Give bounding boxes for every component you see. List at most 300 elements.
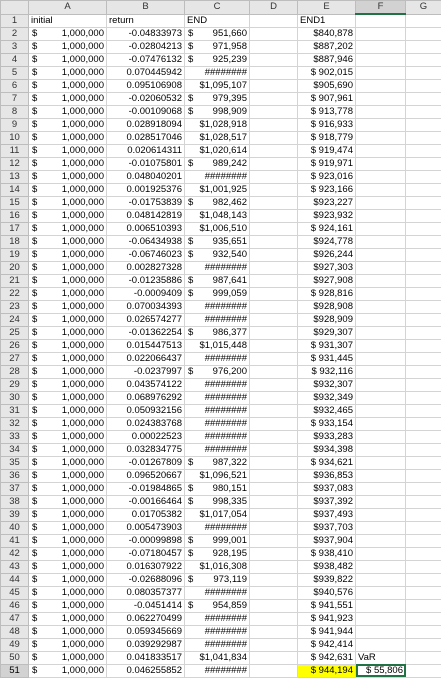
cell-d[interactable] xyxy=(250,222,298,235)
cell-c-end[interactable] xyxy=(185,118,250,131)
cell-g[interactable] xyxy=(406,638,441,651)
row-header[interactable]: 18 xyxy=(1,235,29,248)
cell-g[interactable] xyxy=(406,92,441,105)
cell-c-end[interactable] xyxy=(185,196,250,209)
cell-a-initial[interactable] xyxy=(29,170,107,183)
cell-c-end[interactable] xyxy=(185,495,250,508)
cell-d[interactable] xyxy=(250,482,298,495)
cell-f[interactable] xyxy=(356,599,406,612)
cell-d[interactable] xyxy=(250,612,298,625)
cell-b-return[interactable]: -0.0451414 xyxy=(107,599,185,612)
cell-e-end1[interactable]: $ 932,116 xyxy=(298,365,356,378)
cell-c-end[interactable] xyxy=(185,521,250,534)
cell-f[interactable] xyxy=(356,534,406,547)
cell-e-end1[interactable]: $840,878 xyxy=(298,27,356,40)
cell-f[interactable] xyxy=(356,274,406,287)
cell-g[interactable] xyxy=(406,300,441,313)
cell-a-initial[interactable] xyxy=(29,586,107,599)
row-header[interactable]: 14 xyxy=(1,183,29,196)
row-header[interactable]: 35 xyxy=(1,456,29,469)
cell-b-return[interactable]: -0.00099898 xyxy=(107,534,185,547)
cell-e-end1[interactable]: $ 923,016 xyxy=(298,170,356,183)
cell-f[interactable] xyxy=(356,430,406,443)
cell-d[interactable] xyxy=(250,586,298,599)
cell-f[interactable] xyxy=(356,300,406,313)
cell-e1-end1-header[interactable]: END1 xyxy=(298,14,356,27)
row-header[interactable]: 6 xyxy=(1,79,29,92)
cell-g[interactable] xyxy=(406,79,441,92)
cell-a-initial[interactable] xyxy=(29,456,107,469)
cell-e-end1[interactable]: $ 928,816 xyxy=(298,287,356,300)
row-header[interactable]: 23 xyxy=(1,300,29,313)
cell-d[interactable] xyxy=(250,118,298,131)
cell-a-initial[interactable] xyxy=(29,222,107,235)
cell-e-end1[interactable]: $926,244 xyxy=(298,248,356,261)
row-header[interactable]: 27 xyxy=(1,352,29,365)
cell-c-end[interactable] xyxy=(185,391,250,404)
cell-b-return[interactable]: 0.01705382 xyxy=(107,508,185,521)
cell-g[interactable] xyxy=(406,651,441,664)
cell-g[interactable] xyxy=(406,313,441,326)
row-header[interactable]: 29 xyxy=(1,378,29,391)
cell-d[interactable] xyxy=(250,508,298,521)
cell-b-return[interactable]: -0.0009409 xyxy=(107,287,185,300)
cell-e-end1[interactable]: $937,703 xyxy=(298,521,356,534)
column-header-c[interactable]: C xyxy=(185,1,250,15)
cell-a-initial[interactable] xyxy=(29,612,107,625)
cell-b-return[interactable]: -0.00109068 xyxy=(107,105,185,118)
cell-d[interactable] xyxy=(250,352,298,365)
cell-b-return[interactable]: 0.048142819 xyxy=(107,209,185,222)
row-header[interactable]: 34 xyxy=(1,443,29,456)
cell-d[interactable] xyxy=(250,430,298,443)
cell-b-return[interactable]: -0.06746023 xyxy=(107,248,185,261)
cell-g[interactable] xyxy=(406,456,441,469)
cell-e-end1[interactable]: $ 923,166 xyxy=(298,183,356,196)
cell-a-initial[interactable] xyxy=(29,378,107,391)
cell-e-end1[interactable]: $927,303 xyxy=(298,261,356,274)
cell-c-end[interactable] xyxy=(185,612,250,625)
cell-e-end1[interactable]: $928,908 xyxy=(298,300,356,313)
cell-e-end1[interactable]: $937,493 xyxy=(298,508,356,521)
cell-g[interactable] xyxy=(406,352,441,365)
cell-a-initial[interactable] xyxy=(29,274,107,287)
cell-e-end1[interactable]: $ 907,961 xyxy=(298,92,356,105)
cell-f[interactable] xyxy=(356,105,406,118)
cell-c-end[interactable] xyxy=(185,534,250,547)
cell-g[interactable] xyxy=(406,664,441,677)
cell-e-end1[interactable]: $923,227 xyxy=(298,196,356,209)
cell-f[interactable] xyxy=(356,79,406,92)
row-header[interactable]: 15 xyxy=(1,196,29,209)
cell-g[interactable] xyxy=(406,287,441,300)
cell-d[interactable] xyxy=(250,456,298,469)
cell-f[interactable] xyxy=(356,469,406,482)
cell-a-initial[interactable] xyxy=(29,79,107,92)
cell-d[interactable] xyxy=(250,261,298,274)
cell-d[interactable] xyxy=(250,547,298,560)
cell-c-end[interactable] xyxy=(185,430,250,443)
cell-c-end[interactable] xyxy=(185,300,250,313)
cell-a-initial[interactable] xyxy=(29,365,107,378)
cell-b-return[interactable]: -0.04833973 xyxy=(107,27,185,40)
cell-a-initial[interactable] xyxy=(29,573,107,586)
cell-e-end1[interactable]: $938,482 xyxy=(298,560,356,573)
cell-c-end[interactable] xyxy=(185,573,250,586)
cell-b-return[interactable]: 0.002827328 xyxy=(107,261,185,274)
row-header[interactable]: 49 xyxy=(1,638,29,651)
cell-f[interactable] xyxy=(356,261,406,274)
row-header[interactable]: 13 xyxy=(1,170,29,183)
row-header[interactable]: 31 xyxy=(1,404,29,417)
cell-g[interactable] xyxy=(406,170,441,183)
cell-d[interactable] xyxy=(250,131,298,144)
cell-c-end[interactable] xyxy=(185,170,250,183)
cell-d[interactable] xyxy=(250,209,298,222)
cell-b-return[interactable]: 0.096520667 xyxy=(107,469,185,482)
cell-c-end[interactable] xyxy=(185,482,250,495)
cell-b-return[interactable]: -0.01235886 xyxy=(107,274,185,287)
cell-g[interactable] xyxy=(406,469,441,482)
cell-f[interactable] xyxy=(356,456,406,469)
row-header[interactable]: 7 xyxy=(1,92,29,105)
cell-g[interactable] xyxy=(406,339,441,352)
cell-d[interactable] xyxy=(250,560,298,573)
cell-g[interactable] xyxy=(406,196,441,209)
cell-a-initial[interactable] xyxy=(29,196,107,209)
row-header[interactable]: 30 xyxy=(1,391,29,404)
cell-e-end1[interactable]: $ 934,621 xyxy=(298,456,356,469)
cell-c-end[interactable] xyxy=(185,339,250,352)
cell-b1-return-header[interactable]: return xyxy=(107,14,185,27)
column-header-b[interactable]: B xyxy=(107,1,185,15)
cell-e-end1[interactable]: $ 941,944 xyxy=(298,625,356,638)
cell-b-return[interactable]: 0.00022523 xyxy=(107,430,185,443)
cell-d1[interactable] xyxy=(250,14,298,27)
cell-e-end1[interactable]: $932,465 xyxy=(298,404,356,417)
row-header[interactable]: 2 xyxy=(1,27,29,40)
cell-f[interactable] xyxy=(356,638,406,651)
cell-c-end[interactable] xyxy=(185,469,250,482)
cell-a-initial[interactable] xyxy=(29,235,107,248)
row-header[interactable]: 51 xyxy=(1,664,29,677)
cell-b-return[interactable]: 0.043574122 xyxy=(107,378,185,391)
cell-d[interactable] xyxy=(250,469,298,482)
cell-c1-end-header[interactable]: END xyxy=(185,14,250,27)
cell-d[interactable] xyxy=(250,248,298,261)
cell-d[interactable] xyxy=(250,495,298,508)
row-header[interactable]: 25 xyxy=(1,326,29,339)
row-header[interactable]: 33 xyxy=(1,430,29,443)
cell-c-end[interactable] xyxy=(185,352,250,365)
cell-g1[interactable] xyxy=(406,14,441,27)
cell-f[interactable] xyxy=(356,118,406,131)
cell-d[interactable] xyxy=(250,144,298,157)
cell-c-end[interactable] xyxy=(185,638,250,651)
cell-g[interactable] xyxy=(406,183,441,196)
cell-g[interactable] xyxy=(406,365,441,378)
cell-e-end1[interactable]: $ 938,410 xyxy=(298,547,356,560)
cell-d[interactable] xyxy=(250,521,298,534)
row-header[interactable]: 10 xyxy=(1,131,29,144)
cell-f[interactable] xyxy=(356,157,406,170)
cell-g[interactable] xyxy=(406,560,441,573)
cell-e-end1[interactable]: $927,908 xyxy=(298,274,356,287)
cell-c-end[interactable] xyxy=(185,599,250,612)
cell-d[interactable] xyxy=(250,599,298,612)
cell-f[interactable] xyxy=(356,53,406,66)
cell-b-return[interactable]: -0.01984865 xyxy=(107,482,185,495)
cell-a-initial[interactable] xyxy=(29,547,107,560)
row-header[interactable]: 21 xyxy=(1,274,29,287)
column-header-d[interactable]: D xyxy=(250,1,298,15)
cell-d[interactable] xyxy=(250,651,298,664)
cell-a-initial[interactable] xyxy=(29,482,107,495)
cell-g[interactable] xyxy=(406,599,441,612)
cell-a-initial[interactable] xyxy=(29,651,107,664)
row-header[interactable]: 3 xyxy=(1,40,29,53)
cell-f[interactable] xyxy=(356,248,406,261)
cell-b-return[interactable]: 0.062270499 xyxy=(107,612,185,625)
cell-e-end1[interactable]: $939,822 xyxy=(298,573,356,586)
cell-b-return[interactable]: 0.005473903 xyxy=(107,521,185,534)
cell-e-end1[interactable]: $932,349 xyxy=(298,391,356,404)
cell-c-end[interactable] xyxy=(185,27,250,40)
cell-a-initial[interactable] xyxy=(29,521,107,534)
cell-c-end[interactable] xyxy=(185,209,250,222)
cell-f[interactable] xyxy=(356,66,406,79)
cell-d[interactable] xyxy=(250,105,298,118)
cell-a-initial[interactable] xyxy=(29,534,107,547)
cell-c-end[interactable] xyxy=(185,248,250,261)
cell-a-initial[interactable] xyxy=(29,430,107,443)
cell-f[interactable] xyxy=(356,443,406,456)
cell-f[interactable] xyxy=(356,209,406,222)
cell-g[interactable] xyxy=(406,261,441,274)
cell-f[interactable] xyxy=(356,378,406,391)
cell-f[interactable] xyxy=(356,612,406,625)
cell-d[interactable] xyxy=(250,40,298,53)
row-header[interactable]: 16 xyxy=(1,209,29,222)
row-header[interactable]: 45 xyxy=(1,586,29,599)
cell-b-return[interactable]: -0.07180457 xyxy=(107,547,185,560)
cell-e-end1[interactable]: $887,202 xyxy=(298,40,356,53)
cell-d[interactable] xyxy=(250,339,298,352)
cell-d[interactable] xyxy=(250,638,298,651)
cell-d[interactable] xyxy=(250,404,298,417)
cell-g[interactable] xyxy=(406,547,441,560)
cell-g[interactable] xyxy=(406,378,441,391)
row-header[interactable]: 43 xyxy=(1,560,29,573)
cell-c-end[interactable] xyxy=(185,443,250,456)
cell-d[interactable] xyxy=(250,196,298,209)
cell-a-initial[interactable] xyxy=(29,53,107,66)
cell-g[interactable] xyxy=(406,66,441,79)
cell-c-end[interactable] xyxy=(185,274,250,287)
cell-e-end1[interactable]: $ 942,414 xyxy=(298,638,356,651)
cell-f[interactable] xyxy=(356,625,406,638)
cell-g[interactable] xyxy=(406,40,441,53)
cell-g[interactable] xyxy=(406,573,441,586)
cell-e-end1[interactable]: $940,576 xyxy=(298,586,356,599)
cell-c-end[interactable] xyxy=(185,131,250,144)
cell-d[interactable] xyxy=(250,443,298,456)
cell-f[interactable] xyxy=(356,573,406,586)
cell-g[interactable] xyxy=(406,27,441,40)
cell-e-end1[interactable]: $937,904 xyxy=(298,534,356,547)
cell-e-end1[interactable]: $ 933,154 xyxy=(298,417,356,430)
cell-b-return[interactable]: 0.032834775 xyxy=(107,443,185,456)
cell-f[interactable] xyxy=(356,560,406,573)
row-header[interactable]: 11 xyxy=(1,144,29,157)
cell-f[interactable] xyxy=(356,92,406,105)
cell-d[interactable] xyxy=(250,365,298,378)
cell-g[interactable] xyxy=(406,248,441,261)
cell-b-return[interactable]: -0.01267809 xyxy=(107,456,185,469)
cell-c-end[interactable] xyxy=(185,235,250,248)
cell-f[interactable] xyxy=(356,326,406,339)
cell-g[interactable] xyxy=(406,326,441,339)
cell-g[interactable] xyxy=(406,404,441,417)
cell-b-return[interactable]: 0.070034393 xyxy=(107,300,185,313)
cell-b-return[interactable]: 0.068976292 xyxy=(107,391,185,404)
cell-d[interactable] xyxy=(250,157,298,170)
cell-e-end1[interactable]: $ 924,161 xyxy=(298,222,356,235)
cell-a-initial[interactable] xyxy=(29,300,107,313)
row-header[interactable]: 26 xyxy=(1,339,29,352)
cell-b-return[interactable]: -0.01753839 xyxy=(107,196,185,209)
cell-c-end[interactable] xyxy=(185,79,250,92)
cell-f[interactable] xyxy=(356,313,406,326)
cell-a-initial[interactable] xyxy=(29,287,107,300)
cell-a-initial[interactable] xyxy=(29,66,107,79)
cell-e-end1[interactable]: $ 941,551 xyxy=(298,599,356,612)
cell-a-initial[interactable] xyxy=(29,443,107,456)
row-header[interactable]: 5 xyxy=(1,66,29,79)
cell-e-end1[interactable]: $ 916,933 xyxy=(298,118,356,131)
cell-g[interactable] xyxy=(406,157,441,170)
cell-d[interactable] xyxy=(250,66,298,79)
cell-e-end1[interactable]: $937,392 xyxy=(298,495,356,508)
cell-d[interactable] xyxy=(250,79,298,92)
column-header-f[interactable]: F xyxy=(356,1,406,15)
cell-b-return[interactable]: 0.016307922 xyxy=(107,560,185,573)
row-header[interactable]: 20 xyxy=(1,261,29,274)
cell-b-return[interactable]: 0.022066437 xyxy=(107,352,185,365)
cell-d[interactable] xyxy=(250,300,298,313)
cell-c-end[interactable] xyxy=(185,326,250,339)
cell-f[interactable] xyxy=(356,586,406,599)
cell-g[interactable] xyxy=(406,209,441,222)
cell-f[interactable] xyxy=(356,404,406,417)
row-header[interactable]: 19 xyxy=(1,248,29,261)
cell-a-initial[interactable] xyxy=(29,391,107,404)
cell-g[interactable] xyxy=(406,625,441,638)
row-header[interactable]: 8 xyxy=(1,105,29,118)
cell-a-initial[interactable] xyxy=(29,209,107,222)
cell-d[interactable] xyxy=(250,378,298,391)
row-header[interactable]: 48 xyxy=(1,625,29,638)
cell-b-return[interactable]: 0.080357377 xyxy=(107,586,185,599)
cell-b-return[interactable]: 0.001925376 xyxy=(107,183,185,196)
cell-c-end[interactable] xyxy=(185,404,250,417)
cell-d[interactable] xyxy=(250,27,298,40)
row-header[interactable]: 4 xyxy=(1,53,29,66)
row-header[interactable]: 38 xyxy=(1,495,29,508)
cell-a-initial[interactable] xyxy=(29,248,107,261)
cell-g[interactable] xyxy=(406,144,441,157)
row-header[interactable]: 17 xyxy=(1,222,29,235)
cell-c-end[interactable] xyxy=(185,625,250,638)
cell-f[interactable] xyxy=(356,339,406,352)
row-header[interactable]: 44 xyxy=(1,573,29,586)
cell-e-end1[interactable]: $ 931,445 xyxy=(298,352,356,365)
row-header[interactable]: 41 xyxy=(1,534,29,547)
cell-b-return[interactable]: 0.041833517 xyxy=(107,651,185,664)
cell-e-end1[interactable]: $ 931,307 xyxy=(298,339,356,352)
cell-g[interactable] xyxy=(406,235,441,248)
cell-e-end1[interactable]: $923,932 xyxy=(298,209,356,222)
cell-a-initial[interactable] xyxy=(29,92,107,105)
row-header[interactable]: 37 xyxy=(1,482,29,495)
cell-c-end[interactable] xyxy=(185,313,250,326)
cell-a-initial[interactable] xyxy=(29,469,107,482)
cell-a-initial[interactable] xyxy=(29,105,107,118)
cell-a-initial[interactable] xyxy=(29,144,107,157)
row-header[interactable]: 24 xyxy=(1,313,29,326)
cell-c-end[interactable] xyxy=(185,365,250,378)
row-header[interactable]: 12 xyxy=(1,157,29,170)
cell-a-initial[interactable] xyxy=(29,508,107,521)
cell-b-return[interactable]: 0.095106908 xyxy=(107,79,185,92)
row-header[interactable]: 36 xyxy=(1,469,29,482)
cell-f[interactable] xyxy=(356,222,406,235)
cell-g[interactable] xyxy=(406,131,441,144)
cell-g[interactable] xyxy=(406,391,441,404)
cell-b-return[interactable]: -0.02688096 xyxy=(107,573,185,586)
cell-b-return[interactable]: -0.01075801 xyxy=(107,157,185,170)
cell-c-end[interactable] xyxy=(185,66,250,79)
cell-g[interactable] xyxy=(406,612,441,625)
cell-g[interactable] xyxy=(406,482,441,495)
cell-a-initial[interactable] xyxy=(29,27,107,40)
cell-e-end1[interactable]: $932,307 xyxy=(298,378,356,391)
row-header[interactable]: 1 xyxy=(1,14,29,27)
row-header[interactable]: 40 xyxy=(1,521,29,534)
cell-f[interactable] xyxy=(356,495,406,508)
cell-d[interactable] xyxy=(250,170,298,183)
cell-a-initial[interactable] xyxy=(29,131,107,144)
cell-e-end1[interactable]: $ 913,778 xyxy=(298,105,356,118)
cell-d[interactable] xyxy=(250,573,298,586)
cell-c-end[interactable] xyxy=(185,92,250,105)
cell-a-initial[interactable] xyxy=(29,261,107,274)
cell-d[interactable] xyxy=(250,92,298,105)
cell-c-end[interactable] xyxy=(185,105,250,118)
cell-b-return[interactable]: -0.01362254 xyxy=(107,326,185,339)
row-header[interactable]: 42 xyxy=(1,547,29,560)
row-header[interactable]: 50 xyxy=(1,651,29,664)
cell-f[interactable] xyxy=(356,508,406,521)
cell-a1-initial-header[interactable]: initial xyxy=(29,14,107,27)
cell-g[interactable] xyxy=(406,521,441,534)
cell-c-end[interactable] xyxy=(185,261,250,274)
cell-c-end[interactable] xyxy=(185,508,250,521)
cell-a-initial[interactable] xyxy=(29,560,107,573)
cell-c-end[interactable] xyxy=(185,547,250,560)
cell-g[interactable] xyxy=(406,53,441,66)
cell-a-initial[interactable] xyxy=(29,326,107,339)
